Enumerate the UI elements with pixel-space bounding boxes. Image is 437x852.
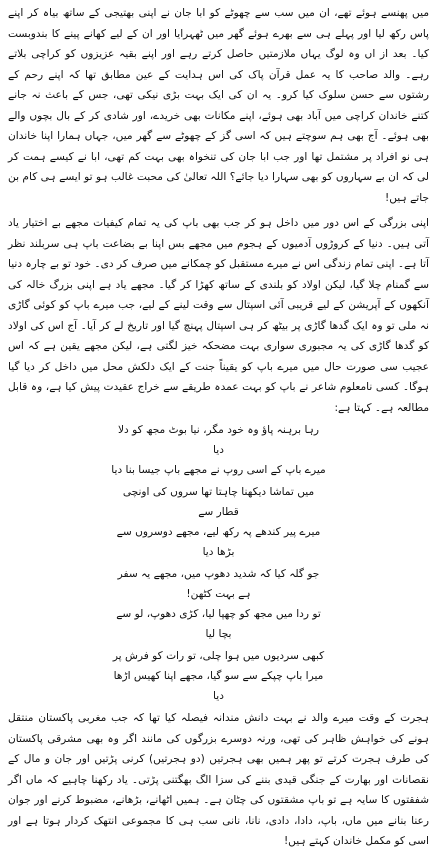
- poem-verse: تو ردا میں مجھ کو چھپا لیا، کڑی دھوپ، لو سے بچا لیا: [116, 608, 321, 640]
- poem-couplet: [8, 564, 429, 644]
- poem-block: [8, 420, 429, 706]
- poem-verse: میرا باپ چپکے سے سو گیا، مجھے اپنا کھیس اڑھا دیا: [113, 670, 324, 702]
- poem-verse: جو گلہ کیا کہ شدید دھوپ میں، مجھے یہ سفر ہے بہت کٹھن!: [117, 568, 320, 600]
- poem-verse: کبھی سردیوں میں ہوا چلی، تو رات کو فرش پر: [112, 650, 325, 662]
- poem-verse: میں تماشا دیکھنا چاہتا تھا سروں کی اونچی قطار سے: [122, 486, 315, 518]
- poem-verse: میرے باپ کے اسی روپ نے مجھے باپ جیسا بنا دیا: [111, 464, 326, 476]
- closing-paragraph: ہجرت کے وقت میرے والد نے بہت دانش مندانہ فیصلہ کیا تھا کہ جب مغربی پاکستان منتقل ہونے کی خواہش ظاہر کی تھی، ورنہ دوسرے بزرگوں کی مانند اگر وہ بھی مشرقی پاکستان کی طرف ہجرت کرتے تو پھر ہمیں بھی ہجرتیں (دو ہجرتیں) کرنی پڑتیں اور جان و مال کے نقصانات اور بھارت کے جنگی قیدی بننے کی سزا الگ بھگتنی پڑتی۔ یاد رکھنا چاہیے کہ ماں اگر شفقتوں کا سایہ ہے تو باپ مشقتوں کی چٹان ہے۔ ہمیں اٹھانے، بڑھانے، مضبوط کرنے اور جوان رعنا بنانے میں ماں، باپ، دادا، دادی، نانا، نانی سب ہی کا مجموعی انتھک کردار ہوتا ہے اور اسی کو مکمل خاندان کہتے ہیں!: [8, 712, 429, 847]
- poem-couplet: [8, 420, 429, 480]
- poem-verse: میرے پیر کندھے پہ رکھ لیے، مجھے دوسروں سے بڑھا دیا: [116, 526, 321, 558]
- paragraph-2: اپنی بزرگی کے اس دور میں داخل ہو کر جب بھی باپ کی یہ تمام کیفیات مجھے بے اختیار یاد آتی ہیں۔ دنیا کے کروڑوں آدمیوں کے ہجوم میں مجھے بس اپنا بے بضاعت باپ ہی سربلند نظر آتا ہے۔ اپنی تمام زندگی اس نے میرے مستقبل کو چمکانے میں صرف کر دی۔ خود تو بے چارہ دنیا سے گمنام چلا گیا، لیکن اولاد کو بلندی کے ساتھ کھڑا کر گیا۔ مجھے یاد ہے اپنی بزرگ خالہ کی آنکھوں کے آپریشن کے لیے قریبی آئی اسپتال سے وقت لینے کے لیے، جب میرے باپ کو کوئی گاڑی نہ ملی تو وہ ایک گدھا گاڑی پر بیٹھ کر ہی اسپتال پہنچ گیا اور تاریخ لے کر آیا۔ آج اس کی اولاد کو گدھا گاڑی کی یہ مجبوری سواری بہت مضحکہ خیز لگتی ہے، لیکن مجھے یقین ہے کہ اس عجیب سی صورت حال میں میرے باپ کو یقیناً جنت کے ایک دلکش محل میں داخل کر دیا گیا ہوگا۔ کسی نامعلوم شاعر نے باپ کو بہت عمدہ طریقے سے خراج عقیدت پیش کیا ہے، وہ قابل مطالعہ ہے۔ کہتا ہے:: [8, 217, 429, 414]
- poem-couplet: [8, 482, 429, 562]
- poem-couplet: [8, 646, 429, 706]
- paragraph-1: میں پھنسے ہوئے تھے، ان میں سب سے چھوٹے کو ابا جان نے اپنی بھتیجی کے ساتھ بیاہ کر اپنے پاس رکھ لیا اور پہلے ہی سے بھرے ہوئے گھر میں ٹھہرایا اور ان کے لیے کھانے پینے کا بندوبست کیا۔ بعد از اں وہ لوگ یہاں ملازمتیں حاصل کرتے رہے اور اپنے بقیہ عزیزوں کو کراچی بلاتے رہے۔ والد صاحب کا یہ عمل قرآن پاک کی اس ہدایت کے عین مطابق تھا کہ اپنے رحم کے رشتوں سے حسن سلوک کیا کرو۔ یہ ان کی ایک بہت بڑی نیکی تھی، جس کے باعث نہ جانے کتنے خاندان کراچی میں آباد بھی ہوئے، اپنے مکانات بھی خریدے، اور شادی کر کے بال بچوں والے بھی ہوئے۔ آج بھی ہم سوچتے ہیں کہ اسی گز کے چھوٹے سے گھر میں، جہاں ہمارا اپنا خاندان ہی نو افراد پر مشتمل تھا اور جب ابا جان کی تنخواہ بھی بہت کم تھی، ابا نے کیسے ہمت کر لی کہ ان بے سہاروں کو بھی سہارا دیا جائے؟ اللہ تعالیٰ کی محبت غالب ہو تو ایسے ہی کام بن جاتے ہیں!: [8, 7, 429, 204]
- poem-verse: رہا برہنہ پاؤ وہ خود مگر، نیا بوٹ مجھ کو دلا دیا: [117, 424, 320, 456]
